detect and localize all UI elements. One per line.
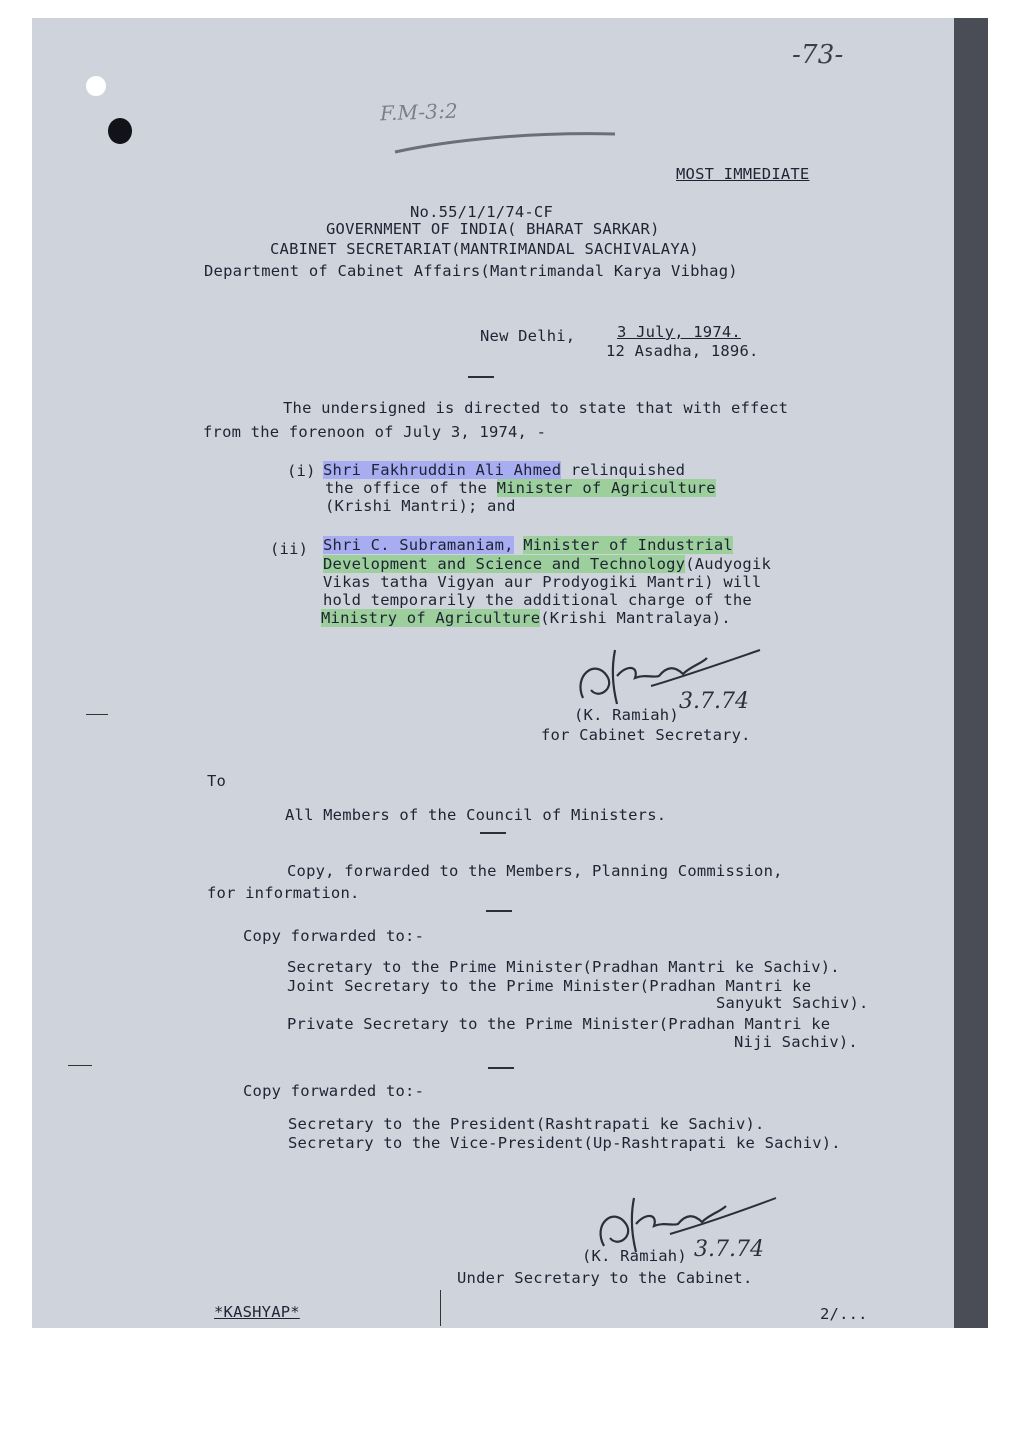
priority-label: MOST IMMEDIATE [676,165,810,183]
item-i-office-prefix: the office of the [325,479,497,497]
separator [486,910,512,912]
copy-planning-line-2: for information. [207,884,360,902]
scan-edge-shadow [954,18,988,1328]
scan-mark [86,714,108,715]
scan-mark [440,1290,441,1326]
copy-group-1-recipient-3a: Private Secretary to the Prime Minister(Pradhan Mantri ke [287,1015,831,1033]
signature-ramiah-1 [555,636,785,716]
body-intro-line-1: The undersigned is directed to state that with effect [283,399,789,417]
body-intro-line-2: from the forenoon of July 3, 1974, - [203,423,547,441]
pencil-stroke [390,120,620,160]
punch-hole-dark [108,118,132,144]
header-department: Department of Cabinet Affairs(Mantrimandal Karya Vibhag) [204,262,738,280]
date-place: New Delhi, [480,327,576,345]
item-i-marker: (i) [287,462,316,480]
item-ii-line-1 [323,536,733,554]
header-secretariat: CABINET SECRETARIAT(MANTRIMANDAL SACHIVALAYA) [270,240,699,258]
signature-1-title: for Cabinet Secretary. [541,726,751,744]
copy-planning-line-1: Copy, forwarded to the Members, Planning Commission, [287,862,783,880]
to-label: To [207,772,227,790]
item-ii-ministry-hindi: (Krishi Mantralaya). [540,609,731,627]
item-ii-line-2 [323,555,771,573]
highlight-person-subramaniam: Shri C. Subramaniam, [323,536,514,554]
signature-2-title: Under Secretary to the Cabinet. [457,1269,753,1287]
copy-group-1-recipient-2b: Sanyukt Sachiv). [716,994,869,1012]
item-ii-line-5 [321,609,731,627]
item-i-line-3: (Krishi Mantri); and [325,497,516,515]
copy-group-1-recipient-1: Secretary to the Prime Minister(Pradhan Mantri ke Sachiv). [287,958,840,976]
signature-1-name: (K. Ramiah) [574,706,679,724]
highlight-office-science-tech: Development and Science and Technology [323,555,686,573]
copy-group-2-label: Copy forwarded to:- [243,1082,425,1100]
item-ii-line-3: Vikas tatha Vigyan aur Prodyogiki Mantri) will [323,573,762,591]
page-continuation: 2/... [820,1305,868,1323]
signature-2-name: (K. Ramiah) [582,1247,687,1265]
reference-number: No.55/1/1/74-CF [410,203,553,221]
item-ii-hindi-prefix: (Audyogik [685,555,772,573]
copy-group-1-recipient-2a: Joint Secretary to the Prime Minister(Pradhan Mantri ke [287,977,812,995]
highlight-office-agriculture: Minister of Agriculture [496,479,716,497]
copy-group-2-recipient-1: Secretary to the President(Rashtrapati ke Sachiv). [288,1115,765,1133]
date-gregorian: 3 July, 1974. [617,323,741,341]
svg-text:3.7.74: 3.7.74 [679,689,749,714]
scan-mark [68,1065,92,1066]
header-government: GOVERNMENT OF INDIA( BHARAT SARKAR) [326,220,660,238]
addressee: All Members of the Council of Ministers. [285,806,667,824]
date-saka: 12 Asadha, 1896. [606,342,759,360]
highlight-person-fakhruddin: Shri Fakhruddin Ali Ahmed [323,461,562,479]
separator [488,1067,514,1069]
item-i-line-2 [325,479,716,497]
item-i-line-1 [323,461,685,479]
punch-hole-top [86,76,106,96]
typist-initials: *KASHYAP* [214,1303,300,1321]
svg-text:3.7.74: 3.7.74 [694,1237,764,1262]
highlight-office-industrial: Minister of Industrial [523,536,733,554]
copy-group-1-label: Copy forwarded to:- [243,927,425,945]
copy-group-2-recipient-2: Secretary to the Vice-President(Up-Rashtrapati ke Sachiv). [288,1134,841,1152]
item-i-verb: relinquished [561,461,686,479]
separator [468,376,494,378]
item-ii-line-4: hold temporarily the additional charge of the [323,591,752,609]
item-ii-marker: (ii) [270,540,309,558]
highlight-ministry-agriculture: Ministry of Agriculture [321,609,541,627]
copy-group-1-recipient-3b: Niji Sachiv). [734,1033,858,1051]
handwritten-file-note: F.M-3:2 [379,98,459,126]
separator [480,832,506,834]
page-number-handwritten: -73- [792,40,844,70]
